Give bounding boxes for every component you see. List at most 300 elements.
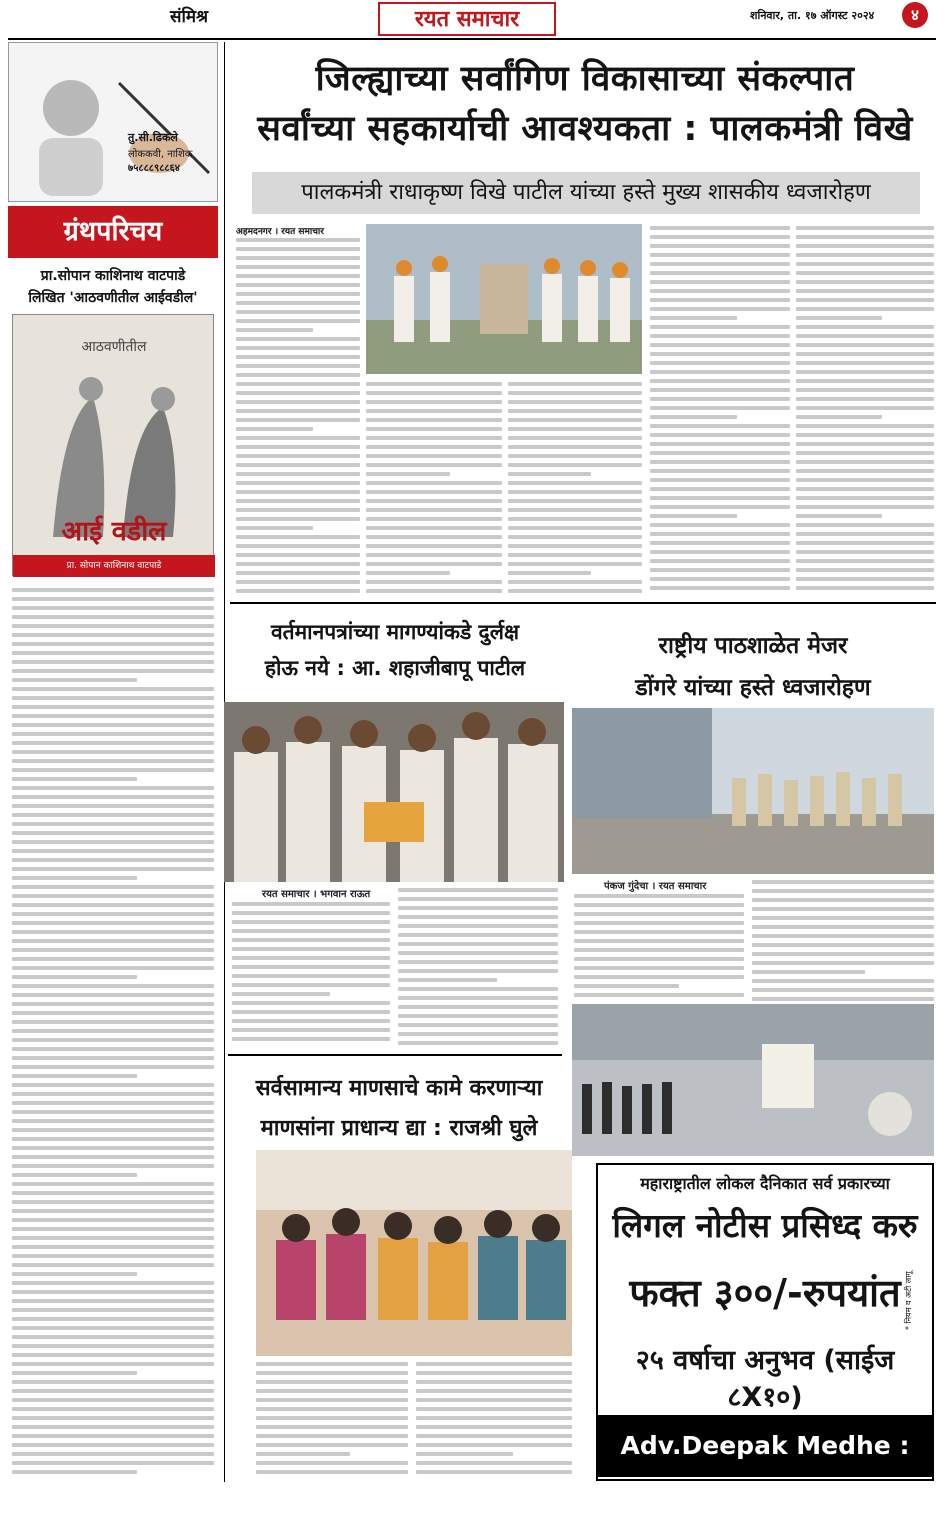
body-text-line (650, 352, 790, 356)
body-text-line (236, 355, 360, 359)
body-text-line (796, 271, 934, 275)
body-text-line (12, 741, 214, 745)
story3-photo-2-illustration (572, 1004, 934, 1156)
body-text-line (236, 292, 360, 296)
body-text-line (256, 1425, 408, 1429)
body-text-line (12, 642, 214, 646)
body-text-line (366, 436, 502, 440)
story3-column-2 (752, 878, 934, 1002)
story2-photo (224, 702, 564, 882)
body-text-line (752, 970, 865, 974)
body-text-line (752, 988, 934, 992)
body-text-line (796, 541, 934, 545)
body-text-line (12, 1416, 214, 1420)
body-text-line (796, 424, 934, 428)
body-text-line (574, 894, 744, 898)
body-text-line (12, 705, 214, 709)
body-text-line (796, 352, 934, 356)
body-text-line (796, 460, 934, 464)
body-text-line (236, 499, 360, 503)
main-story-bottom-rule (230, 602, 936, 604)
body-text-line (12, 1128, 214, 1132)
body-text-line (12, 624, 214, 628)
body-text-line (508, 418, 642, 422)
body-text-line (650, 226, 790, 230)
body-text-line (12, 1047, 214, 1051)
body-text-line (416, 1380, 572, 1384)
body-text-line (12, 687, 214, 691)
story3-headline-line-1: राष्ट्रीय पाठशाळेत मेजर (658, 633, 848, 659)
body-text-line (574, 930, 744, 934)
body-text-line (398, 924, 558, 928)
body-text-line (256, 1407, 408, 1411)
body-text-line (650, 379, 790, 383)
body-text-line (796, 226, 934, 230)
author-box (8, 42, 218, 202)
body-text-line (650, 289, 790, 293)
body-text-line (574, 903, 744, 907)
story4-photo (256, 1150, 572, 1356)
body-text-line (12, 1137, 214, 1141)
body-text-line (12, 849, 214, 853)
body-text-line (12, 984, 214, 988)
body-text-line (796, 415, 882, 419)
book-author-line: प्रा.सोपान काशिनाथ वाटपाडे (40, 268, 186, 284)
body-text-line (236, 418, 360, 422)
body-text-line (12, 669, 214, 673)
body-text-line (752, 889, 934, 893)
body-text-line (12, 1362, 214, 1366)
body-text-line (12, 723, 214, 727)
body-text-line (12, 1029, 214, 1033)
body-text-line (232, 911, 390, 915)
body-text-line (650, 577, 790, 581)
main-headline-line-1: जिल्ह्याच्या सर्वांगिण विकासाच्या संकल्पात (315, 59, 855, 99)
body-text-line (12, 1335, 214, 1339)
body-text-line (232, 920, 390, 924)
author-portrait (9, 43, 217, 201)
story4-column-2 (416, 1360, 572, 1478)
body-text-line (12, 1389, 214, 1393)
body-text-line (366, 589, 502, 593)
body-text-line (236, 373, 360, 377)
body-text-line (232, 1010, 390, 1014)
body-text-line (366, 391, 502, 395)
body-text-line (508, 400, 642, 404)
body-text-line (366, 418, 502, 422)
body-text-line (12, 651, 214, 655)
body-text-line (12, 1290, 214, 1294)
body-text-line (796, 298, 934, 302)
body-text-line (12, 1263, 214, 1267)
body-text-line (574, 948, 744, 952)
body-text-line (12, 1236, 214, 1240)
column-banner: ग्रंथपरिचय (8, 206, 218, 258)
body-text-line (650, 262, 790, 266)
body-text-line (12, 1020, 214, 1024)
body-text-line (256, 1398, 408, 1402)
story4-headline-line-2: माणसांना प्राधान्य द्या : राजश्री घुले (260, 1116, 538, 1141)
body-text-line (236, 481, 360, 485)
body-text-line (796, 586, 934, 590)
body-text-line (232, 956, 390, 960)
body-text-line (796, 235, 934, 239)
body-text-line (416, 1407, 572, 1411)
body-text-line (366, 508, 502, 512)
body-text-line (366, 517, 502, 521)
body-text-line (508, 391, 642, 395)
book-title-line: लिखित 'आठवणीतील आईवडील' (28, 290, 198, 306)
body-text-line (650, 487, 790, 491)
main-subhead: पालकमंत्री राधाकृष्ण विखे पाटील यांच्या हस्ते मुख्य शासकीय ध्वजारोहण (252, 172, 920, 214)
body-text-line (236, 265, 360, 269)
body-text-line (398, 1014, 558, 1018)
body-text-line (236, 310, 360, 314)
body-text-line (256, 1380, 408, 1384)
body-text-line (236, 247, 360, 251)
body-text-line (12, 885, 214, 889)
body-text-line (12, 1119, 214, 1123)
body-text-line (508, 580, 642, 584)
body-text-line (12, 822, 214, 826)
body-text-line (416, 1416, 572, 1420)
body-text-line (236, 472, 360, 476)
body-text-line (416, 1470, 572, 1474)
body-text-line (236, 283, 360, 287)
body-text-line (416, 1389, 572, 1393)
body-text-line (236, 346, 360, 350)
body-text-line (12, 588, 214, 592)
body-text-line (12, 858, 214, 862)
body-text-line (12, 1146, 214, 1150)
body-text-line (12, 1398, 214, 1402)
story4-headline-line-1: सर्वसामान्य माणसाचे कामे करणाऱ्या (255, 1076, 543, 1101)
issue-date: शनिवार, ता. १७ ऑगस्ट २०२४ (750, 9, 875, 22)
main-headline-line-2: सर्वांच्या सहकार्याची आवश्यकता : पालकमंत्री विखे (257, 109, 913, 149)
ad-line-2: लिगल नोटीस प्रसिध्द करु (612, 1206, 918, 1245)
body-text-line (650, 424, 790, 428)
body-text-line (416, 1434, 572, 1438)
body-text-line (12, 678, 137, 682)
body-text-line (508, 454, 642, 458)
body-text-line (366, 382, 502, 386)
body-text-line (650, 442, 790, 446)
body-text-line (12, 768, 214, 772)
body-text-line (650, 388, 790, 392)
body-text-line (232, 1028, 390, 1032)
body-text-line (12, 804, 214, 808)
body-text-line (650, 253, 790, 257)
body-text-line (796, 469, 934, 473)
body-text-line (416, 1443, 572, 1447)
body-text-line (12, 840, 214, 844)
body-text-line (650, 271, 790, 275)
story2-photo-illustration (224, 702, 564, 882)
body-text-line (508, 508, 642, 512)
body-text-line (366, 571, 450, 575)
body-text-line (796, 505, 934, 509)
body-text-line (796, 397, 934, 401)
body-text-line (366, 580, 502, 584)
body-text-line (796, 307, 934, 311)
book-cover-image (12, 314, 214, 576)
body-text-line (256, 1452, 350, 1456)
body-text-line (416, 1452, 513, 1456)
body-text-line (650, 586, 790, 590)
body-text-line (508, 553, 642, 557)
body-text-line (12, 795, 214, 799)
body-text-line (232, 1019, 390, 1023)
body-text-line (256, 1461, 408, 1465)
body-text-line (366, 400, 502, 404)
body-text-line (366, 535, 502, 539)
body-text-line (12, 1002, 214, 1006)
body-text-line (796, 577, 934, 581)
body-text-line (398, 978, 497, 982)
body-text-line (796, 316, 882, 320)
body-text-line (236, 436, 360, 440)
body-text-line (508, 499, 642, 503)
body-text-line (796, 451, 934, 455)
body-text-line (796, 442, 934, 446)
body-text-line (650, 235, 790, 239)
body-text-line (508, 526, 642, 530)
body-text-line (366, 472, 450, 476)
body-text-line (12, 1308, 214, 1312)
body-text-line (650, 244, 790, 248)
body-text-line (256, 1362, 408, 1366)
body-text-line (232, 965, 390, 969)
body-text-line (650, 334, 790, 338)
body-text-line (236, 490, 360, 494)
body-text-line (12, 939, 214, 943)
body-text-line (236, 571, 360, 575)
body-text-line (12, 1056, 214, 1060)
body-text-line (650, 568, 790, 572)
body-text-line (12, 1245, 214, 1249)
body-text-line (12, 1380, 214, 1384)
body-text-line (796, 262, 934, 266)
body-text-line (650, 433, 790, 437)
body-text-line (796, 514, 882, 518)
body-text-line (752, 907, 934, 911)
body-text-line (796, 496, 934, 500)
body-text-line (12, 975, 137, 979)
body-text-line (12, 1101, 214, 1105)
body-text-line (398, 888, 558, 892)
body-text-line (416, 1425, 572, 1429)
body-text-line (366, 562, 502, 566)
body-text-line (236, 427, 313, 431)
body-text-line (650, 415, 737, 419)
body-text-line (650, 397, 790, 401)
main-story-column-2 (366, 380, 502, 598)
body-text-line (366, 409, 502, 413)
body-text-line (236, 589, 360, 593)
body-text-line (398, 1023, 558, 1027)
body-text-line (12, 1407, 214, 1411)
author-name: तु.सी.ढिकले (128, 131, 178, 144)
body-text-line (236, 274, 360, 278)
body-text-line (508, 409, 642, 413)
body-text-line (12, 966, 214, 970)
body-text-line (508, 589, 642, 593)
body-text-line (12, 1317, 214, 1321)
body-text-line (796, 289, 934, 293)
body-text-line (796, 550, 934, 554)
body-text-line (366, 445, 502, 449)
body-text-line (574, 993, 744, 997)
body-text-line (12, 696, 214, 700)
body-text-line (12, 993, 214, 997)
body-text-line (398, 906, 558, 910)
story3-photo-2 (572, 1004, 934, 1156)
body-text-line (236, 517, 360, 521)
body-text-line (12, 777, 137, 781)
body-text-line (508, 571, 591, 575)
body-text-line (12, 1227, 214, 1231)
body-text-line (508, 517, 642, 521)
body-text-line (796, 478, 934, 482)
body-text-line (508, 427, 642, 431)
body-text-line (12, 660, 214, 664)
body-text-line (650, 523, 790, 527)
body-text-line (236, 364, 360, 368)
story2-dateline: रयत समाचार । भगवान राऊत (262, 889, 371, 900)
book-cover-title: आई वडील (61, 516, 167, 547)
body-text-line (366, 544, 502, 548)
body-text-line (232, 974, 390, 978)
body-text-line (12, 1443, 214, 1447)
body-text-line (236, 553, 360, 557)
author-phone: ७५८८८९८८६४ (128, 163, 180, 174)
body-text-line (256, 1434, 408, 1438)
body-text-line (12, 615, 214, 619)
book-review-body (12, 586, 214, 1476)
body-text-line (236, 238, 360, 242)
body-text-line (12, 1155, 214, 1159)
body-text-line (508, 544, 642, 548)
body-text-line (508, 436, 642, 440)
body-text-line (508, 562, 642, 566)
ad-line-3: फक्त ३००/-रुपयांत (629, 1271, 901, 1315)
story3-photo-1 (572, 708, 934, 874)
story4-column-1 (256, 1360, 408, 1478)
body-text-line (256, 1371, 408, 1375)
body-text-line (12, 957, 214, 961)
body-text-line (796, 370, 934, 374)
body-text-line (398, 1032, 558, 1036)
masthead: रयत समाचार (378, 2, 556, 36)
body-text-line (12, 759, 214, 763)
main-story-column-4 (650, 224, 790, 598)
body-text-line (232, 929, 390, 933)
body-text-line (236, 382, 360, 386)
body-text-line (12, 1434, 214, 1438)
body-text-line (12, 1110, 214, 1114)
story2-headline-line-1: वर्तमानपत्रांच्या मागण्यांकडे दुर्लक्ष (270, 620, 520, 644)
body-text-line (12, 903, 214, 907)
body-text-line (574, 957, 744, 961)
body-text-line (650, 478, 790, 482)
body-text-line (12, 1470, 137, 1474)
body-text-line (650, 325, 790, 329)
body-text-line (12, 930, 214, 934)
body-text-line (650, 496, 790, 500)
body-text-line (398, 1041, 558, 1045)
body-text-line (398, 933, 558, 937)
body-text-line (796, 334, 934, 338)
body-text-line (12, 714, 214, 718)
body-text-line (12, 606, 214, 610)
story3-photo-credit: पंकज गुंदेचा । रयत समाचार (604, 881, 707, 892)
body-text-line (752, 934, 934, 938)
body-text-line (650, 343, 790, 347)
body-text-line (796, 244, 934, 248)
body-text-line (796, 388, 934, 392)
story2-column-1 (232, 900, 390, 1048)
body-text-line (650, 316, 737, 320)
body-text-line (366, 427, 502, 431)
body-text-line (12, 1371, 137, 1375)
body-text-line (12, 1461, 214, 1465)
body-text-line (574, 966, 744, 970)
body-text-line (416, 1362, 572, 1366)
body-text-line (796, 559, 934, 563)
body-text-line (12, 867, 214, 871)
body-text-line (398, 915, 558, 919)
body-text-line (366, 454, 502, 458)
body-text-line (508, 445, 642, 449)
body-text-line (650, 514, 737, 518)
body-text-line (752, 979, 934, 983)
body-text-line (650, 307, 790, 311)
body-text-line (416, 1398, 572, 1402)
body-text-line (12, 831, 214, 835)
body-text-line (12, 912, 214, 916)
body-text-line (12, 1011, 214, 1015)
body-text-line (12, 1326, 214, 1330)
body-text-line (236, 391, 360, 395)
body-text-line (650, 469, 790, 473)
body-text-line (574, 984, 679, 988)
body-text-line (416, 1371, 572, 1375)
body-text-line (752, 943, 934, 947)
body-text-line (12, 1452, 214, 1456)
body-text-line (236, 508, 360, 512)
body-text-line (650, 370, 790, 374)
body-text-line (236, 409, 360, 413)
body-text-line (12, 1425, 214, 1429)
body-text-line (650, 451, 790, 455)
body-text-line (12, 1191, 214, 1195)
body-text-line (398, 996, 558, 1000)
body-text-line (398, 951, 558, 955)
story4-photo-illustration (256, 1150, 572, 1356)
body-text-line (398, 969, 558, 973)
body-text-line (574, 939, 744, 943)
body-text-line (12, 597, 214, 601)
body-text-line (12, 921, 214, 925)
body-text-line (366, 481, 502, 485)
main-story-column-5 (796, 224, 934, 598)
body-text-line (366, 526, 502, 530)
body-text-line (12, 1344, 214, 1348)
body-text-line (12, 633, 214, 637)
body-text-line (796, 406, 934, 410)
body-text-line (752, 898, 934, 902)
body-text-line (236, 544, 360, 548)
